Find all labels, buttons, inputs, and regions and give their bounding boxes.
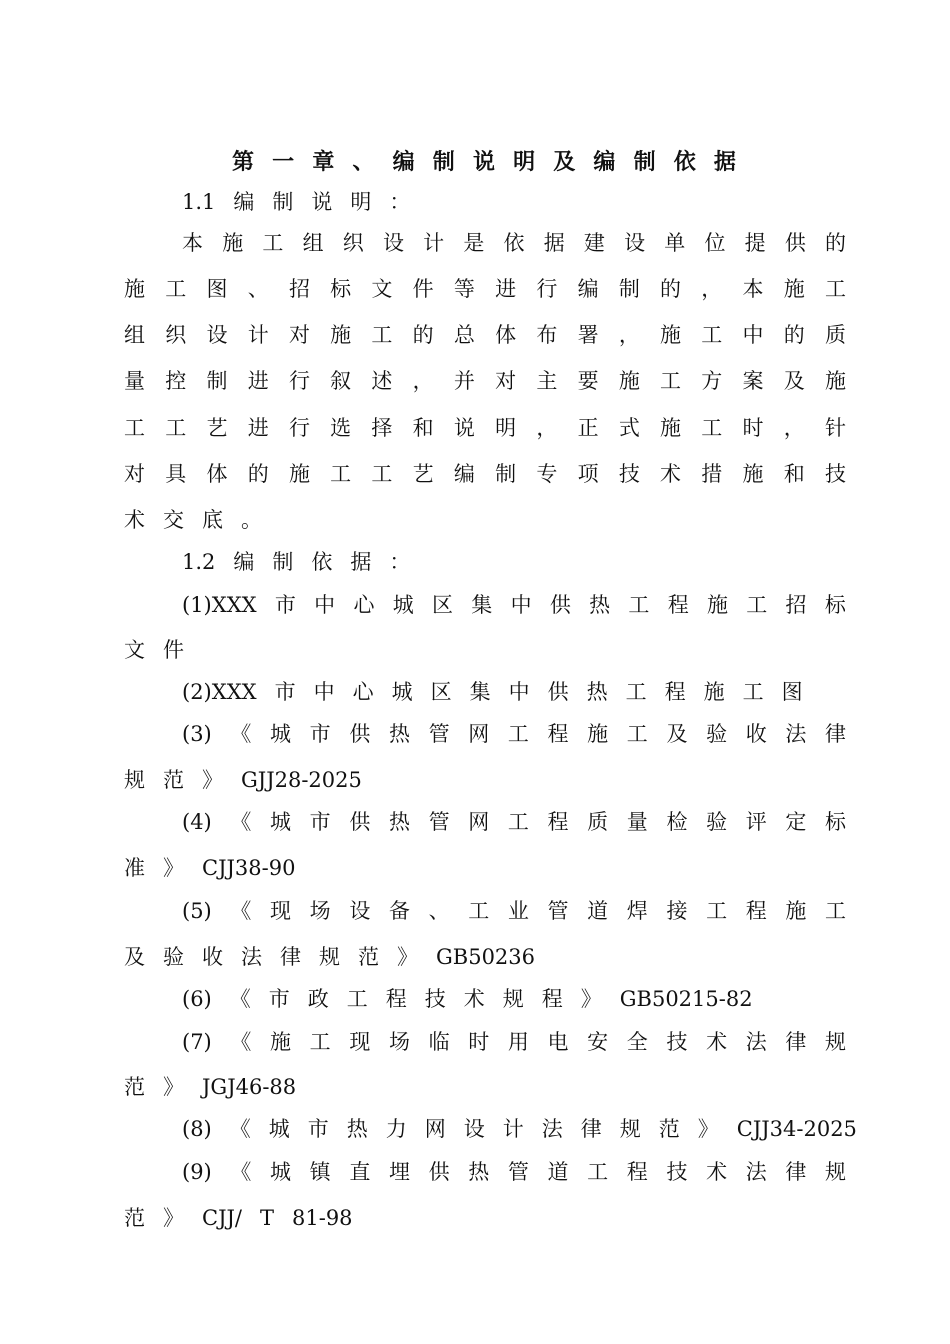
text-line: (8) 《 城 市 热 力 网 设 计 法 律 规 范 》 CJJ34-2025 xyxy=(182,1117,857,1141)
text-line: (6) 《 市 政 工 程 技 术 规 程 》 GB50215-82 xyxy=(182,987,753,1011)
text-line: (2)XXX 市 中 心 城 区 集 中 供 热 工 程 施 工 图 xyxy=(182,680,803,704)
text-line: 对 具 体 的 施 工 工 艺 编 制 专 项 技 术 措 施 和 技 xyxy=(124,462,846,486)
text-line: (4) 《 城 市 供 热 管 网 工 程 质 量 检 验 评 定 标 xyxy=(182,810,846,834)
text-line: 施 工 图 、 招 标 文 件 等 进 行 编 制 的 ， 本 施 工 xyxy=(124,277,846,301)
text-line: 范 》 JGJ46-88 xyxy=(124,1075,297,1099)
text-line: 工 工 艺 进 行 选 择 和 说 明 ， 正 式 施 工 时 ， 针 xyxy=(124,416,846,440)
text-line: (9) 《 城 镇 直 埋 供 热 管 道 工 程 技 术 法 律 规 xyxy=(182,1160,846,1184)
text-line: (1)XXX 市 中 心 城 区 集 中 供 热 工 程 施 工 招 标 xyxy=(182,593,846,617)
text-line: 准 》 CJJ38-90 xyxy=(124,856,296,880)
text-line: 范 》 CJJ/ T 81-98 xyxy=(124,1206,353,1230)
text-line: (7) 《 施 工 现 场 临 时 用 电 安 全 技 术 法 律 规 xyxy=(182,1030,846,1054)
text-line: 量 控 制 进 行 叙 述 ， 并 对 主 要 施 工 方 案 及 施 xyxy=(124,369,846,393)
text-line: 术 交 底 。 xyxy=(124,508,262,532)
text-line: 1.2 编 制 依 据 ： xyxy=(182,550,411,574)
text-line: 及 验 收 法 律 规 范 》 GB50236 xyxy=(124,945,536,969)
text-line: 1.1 编 制 说 明 ： xyxy=(182,190,411,214)
chapter-title: 第 一 章 、 编 制 说 明 及 编 制 依 据 xyxy=(232,148,736,175)
text-line: (3) 《 城 市 供 热 管 网 工 程 施 工 及 验 收 法 律 xyxy=(182,722,846,746)
text-line: 文 件 xyxy=(124,638,184,662)
text-line: (5) 《 现 场 设 备 、 工 业 管 道 焊 接 工 程 施 工 xyxy=(182,899,846,923)
text-line: 组 织 设 计 对 施 工 的 总 体 布 署 ， 施 工 中 的 质 xyxy=(124,323,846,347)
text-line: 规 范 》 GJJ28-2025 xyxy=(124,768,362,792)
text-line: 本 施 工 组 织 设 计 是 依 据 建 设 单 位 提 供 的 xyxy=(182,231,846,255)
